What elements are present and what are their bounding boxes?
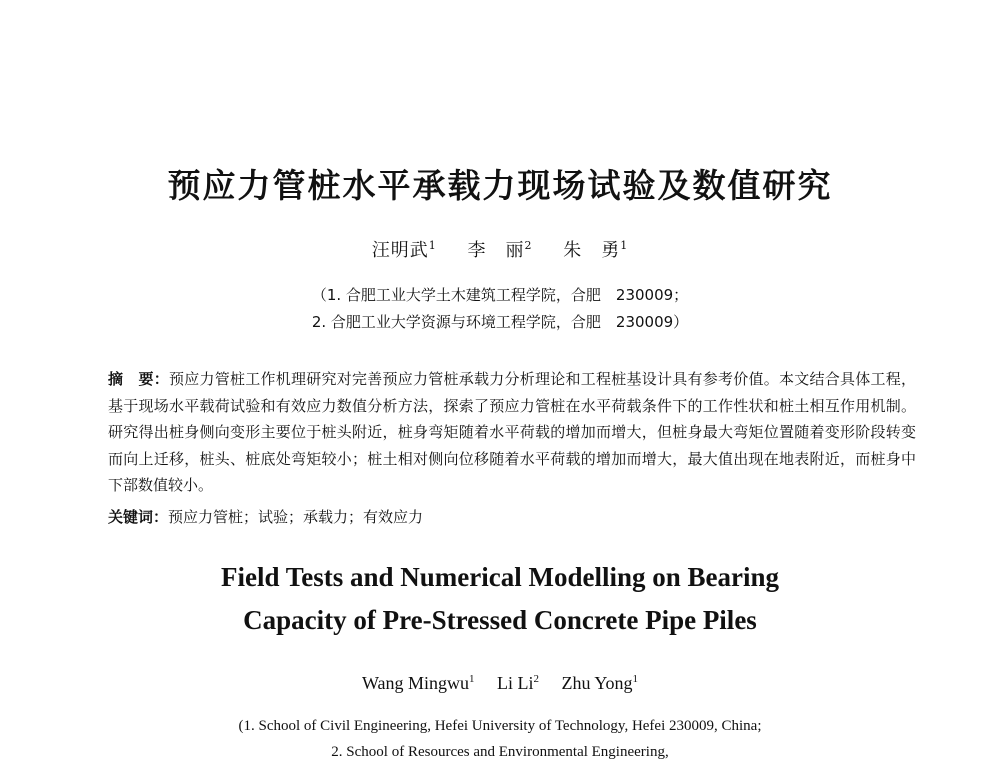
english-title-line-1: Field Tests and Numerical Modelling on Bearing — [220, 562, 780, 592]
chinese-author — [563, 236, 628, 262]
chinese-affiliation-1: （1. 合肥工业大学土木建筑工程学院，合肥 230009； — [311, 286, 689, 304]
english-author — [362, 673, 475, 694]
english-title-line-2: Capacity of Pre-Stressed Concrete Pipe Piles — [243, 605, 757, 635]
author-name: 朱 勇 — [563, 240, 621, 261]
english-author — [562, 673, 639, 694]
chinese-abstract — [108, 366, 916, 499]
abstract-text: 预应力管桩工作机理研究对完善预应力管桩承载力分析理论和工程桩基设计具有参考价值。本文结合具体工程，基于现场水平载荷试验和有效应力数值分析方法，探索了预应力管桩在水平荷载条件下的工作性状和桩土相互作用机制。研究得出桩身侧向变形主要位于桩头附近，桩身弯矩随着水平荷载的增加而增大，但桩身最大弯矩位置随着变形阶段转变而向上迁移，桩头、桩底处弯矩较小；桩土相对侧向位移随着水平荷载的增加而增大，最大值出现在地表附近，而桩身中下部数值较小。 — [108, 370, 916, 494]
chinese-author — [372, 236, 437, 262]
affiliation-mark: 2 — [533, 673, 539, 685]
chinese-keywords — [108, 506, 916, 527]
english-affiliation-2: 2. School of Resources and Environmental Engineering, — [331, 744, 669, 760]
affiliation-mark: 1 — [428, 239, 437, 252]
affiliation-mark: 2 — [524, 239, 533, 252]
english-affiliation-1: (1. School of Civil Engineering, Hefei University of Technology, Hefei 230009, China; — [238, 718, 762, 734]
keywords-text: 预应力管桩；试验；承载力；有效应力 — [168, 508, 424, 526]
chinese-title: 预应力管桩水平承载力现场试验及数值研究 — [167, 166, 833, 205]
author-name: 李 丽 — [467, 240, 525, 261]
keywords-label: 关键词： — [108, 508, 169, 526]
english-author — [497, 673, 539, 694]
english-author-list — [0, 673, 1000, 694]
author-name: Li Li — [497, 673, 534, 693]
affiliation-mark: 1 — [620, 239, 629, 252]
abstract-label: 摘 要： — [108, 370, 169, 388]
chinese-author — [468, 236, 533, 262]
chinese-affiliation-2: 2. 合肥工业大学资源与环境工程学院，合肥 230009） — [311, 313, 689, 331]
affiliation-mark: 1 — [469, 673, 475, 685]
author-name: Zhu Yong — [561, 673, 633, 693]
author-name: Wang Mingwu — [361, 673, 469, 693]
affiliation-mark: 1 — [632, 673, 639, 685]
author-name: 汪明武 — [371, 240, 429, 261]
chinese-author-list — [0, 236, 1000, 262]
